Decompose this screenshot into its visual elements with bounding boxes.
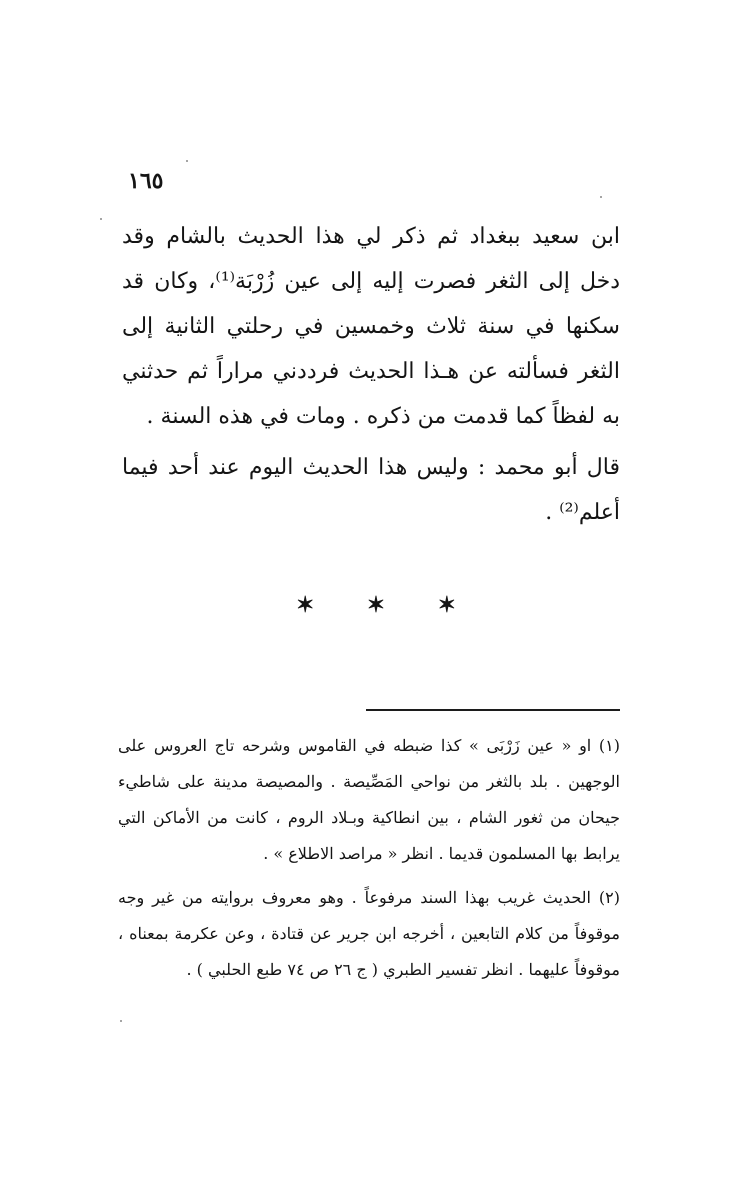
page-number: ١٦٥ (128, 168, 164, 194)
paper-speck (100, 218, 102, 220)
footnote-2: (٢) الحديث غريب بهذا السند مرفوعاً . وهو معروف بروايته من غير وجه موقوفاً من كلام التابعين ، أخرجه ابن جرير عن قتادة ، وعن عكرمة بمعناه ، موقوفاً عليهما . انظر تفسير الطبري ( ج ٢٦ ص ٧٤ طبع الحلبي ) . (118, 888, 620, 979)
main-text (122, 214, 620, 535)
main-paragraph-1: ابن سعيد ببغداد ثم ذكر لي هذا الحديث بالشام وقد دخل إلى الثغر فصرت إليه إلى عين زُرْبَة⁽¹⁾، وكان قد سكنها في سنة ثلاث وخمسين في رحلتي الثانية إلى الثغر فسألته عن هـذا الحديث فرددني مراراً ثم حدثني به لفظاً كما قدمت من ذكره . ومات في هذه السنة . (122, 224, 621, 429)
paper-speck (600, 196, 602, 198)
separator-star-icon: ✶ (296, 592, 315, 618)
separator-star-icon: ✶ (437, 592, 456, 618)
separator-star-icon: ✶ (366, 592, 386, 618)
footnote-1: (١) او « عين زَرْبَى » كذا ضبطه في القاموس وشرحه تاج العروس على الوجهين . بلد بالثغر من نواحي المَصِّيصة . والمصيصة مدينة على شاطيء جيحان من ثغور الشام ، بين انطاكية وبـلاد الروم ، كانت من الأماكن التي يرابط بها المسلمون قديما . انظر « مراصد الاطلاع » . (118, 736, 621, 863)
section-separator (296, 592, 456, 618)
paper-speck (120, 1020, 122, 1022)
paper-speck (186, 160, 188, 162)
main-paragraph-2: قال أبو محمد : وليس هذا الحديث اليوم عند أحد فيما أعلم⁽²⁾ . (122, 455, 620, 525)
footnote-divider (366, 709, 620, 711)
footnotes (118, 728, 620, 988)
